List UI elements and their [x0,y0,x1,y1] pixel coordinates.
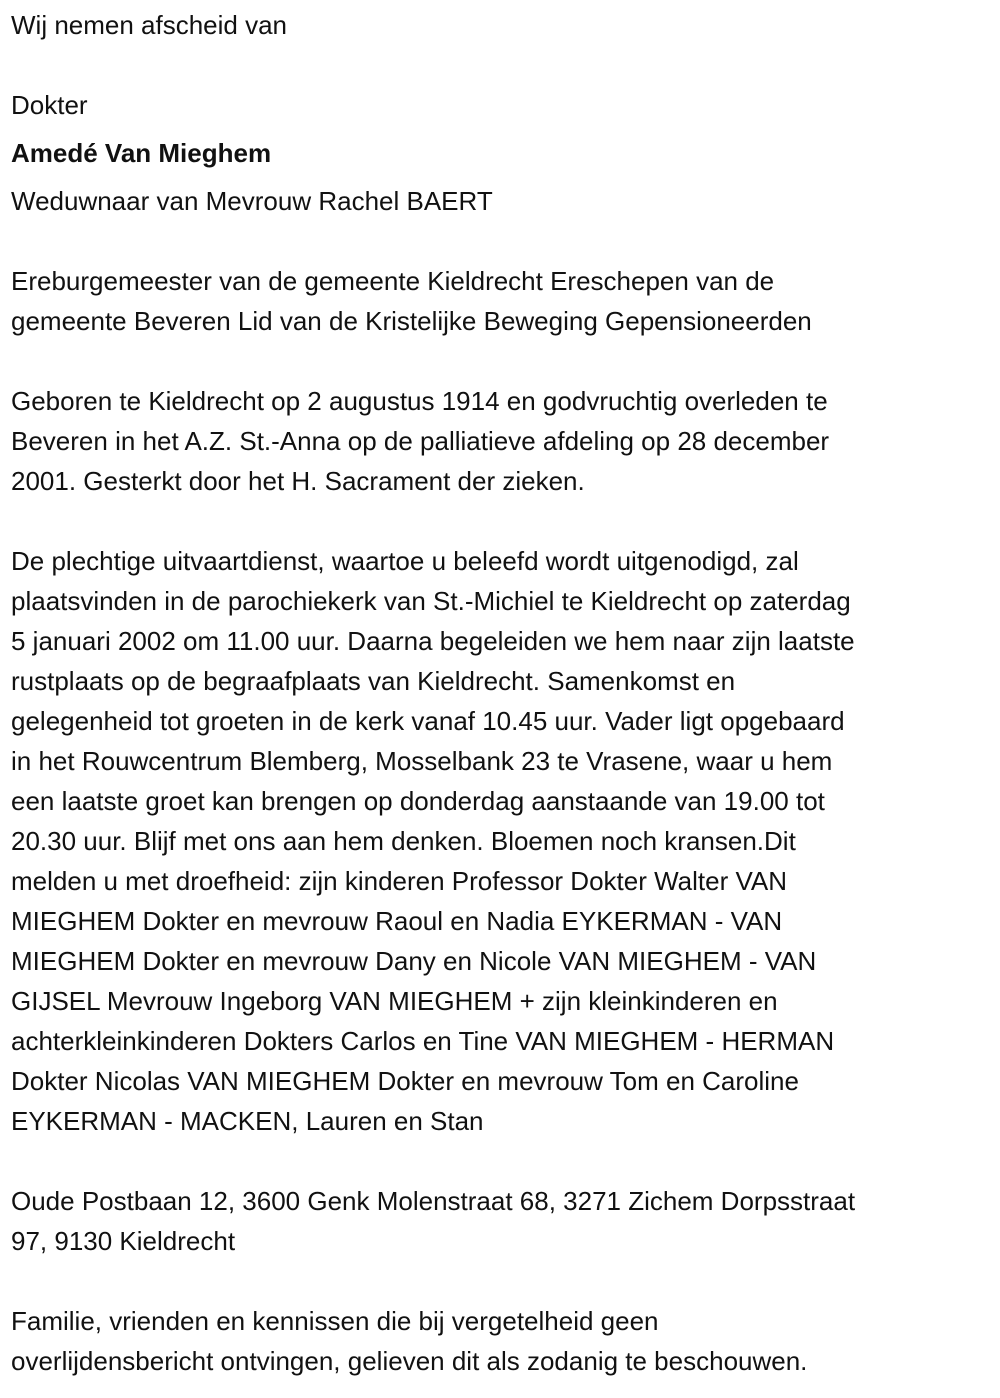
text-line: Familie, vrienden en kennissen die bij vergetelheid geen [11,1306,659,1336]
deceased-title: Dokter [11,90,88,120]
text-line: in het Rouwcentrum Blemberg, Mosselbank 23 te Vrasene, waar u hem [11,746,833,776]
text-line: GIJSEL Mevrouw Ingeborg VAN MIEGHEM + zijn kleinkinderen en [11,986,778,1016]
text-line: 2001. Gesterkt door het H. Sacrament der zieken. [11,466,585,496]
text-line: achterkleinkinderen Dokters Carlos en Tine VAN MIEGHEM - HERMAN [11,1026,835,1056]
text-line: Beveren in het A.Z. St.-Anna op de palliatieve afdeling op 28 december [11,426,830,456]
biography-paragraph [11,381,1000,501]
text-line: EYKERMAN - MACKEN, Lauren en Stan [11,1106,484,1136]
text-line: Oude Postbaan 12, 3600 Genk Molenstraat 68, 3271 Zichem Dorpsstraat [11,1186,856,1216]
text-line: MIEGHEM Dokter en mevrouw Dany en Nicole VAN MIEGHEM - VAN [11,946,817,976]
funeral-paragraph [11,541,1000,1141]
text-line: gelegenheid tot groeten in de kerk vanaf 10.45 uur. Vader ligt opgebaard [11,706,845,736]
intro-paragraph [11,5,1000,45]
intro-text: Wij nemen afscheid van [11,10,288,40]
text-line: melden u met droefheid: zijn kinderen Professor Dokter Walter VAN [11,866,788,896]
text-line: een laatste groet kan brengen op donderdag aanstaande van 19.00 tot [11,786,825,816]
deceased-heading [11,81,1000,225]
text-line: De plechtige uitvaartdienst, waartoe u beleefd wordt uitgenodigd, zal [11,546,799,576]
addresses-paragraph [11,1181,1000,1261]
text-line: MIEGHEM Dokter en mevrouw Raoul en Nadia EYKERMAN - VAN [11,906,783,936]
text-line: overlijdensbericht ontvingen, gelieven dit als zodanig te beschouwen. [11,1346,808,1376]
text-line: Geboren te Kieldrecht op 2 augustus 1914 en godvruchtig overleden te [11,386,828,416]
honors-paragraph [11,261,1000,341]
notice-paragraph [11,1301,1000,1381]
text-line: 97, 9130 Kieldrecht [11,1226,236,1256]
text-line: rustplaats op de begraafplaats van Kieldrecht. Samenkomst en [11,666,736,696]
text-line: gemeente Beveren Lid van de Kristelijke Beweging Gepensioneerden [11,306,812,336]
text-line: 5 januari 2002 om 11.00 uur. Daarna begeleiden we hem naar zijn laatste [11,626,855,656]
spouse-line: Weduwnaar van Mevrouw Rachel BAERT [11,186,493,216]
text-line: Dokter Nicolas VAN MIEGHEM Dokter en mevrouw Tom en Caroline [11,1066,799,1096]
deceased-name: Amedé Van Mieghem [11,138,272,168]
text-line: Ereburgemeester van de gemeente Kieldrecht Ereschepen van de [11,266,775,296]
text-line: plaatsvinden in de parochiekerk van St.-Michiel te Kieldrecht op zaterdag [11,586,851,616]
text-line: 20.30 uur. Blijf met ons aan hem denken. Bloemen noch kransen.Dit [11,826,796,856]
